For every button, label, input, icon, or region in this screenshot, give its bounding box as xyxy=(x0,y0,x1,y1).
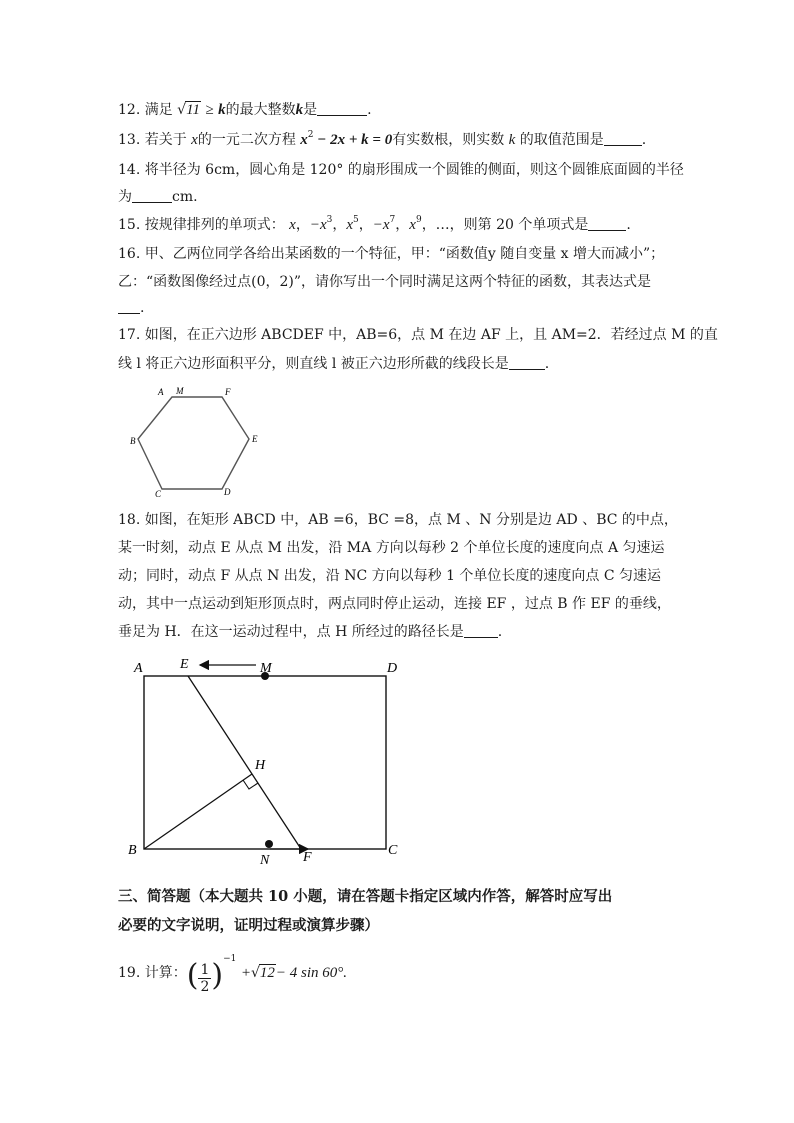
question-14-line1: 14. 将半径为 6cm，圆心角是 120° 的扇形围成一个圆锥的侧面，则这个圆锥底面圆的半径 xyxy=(118,162,684,178)
rectangle-figure xyxy=(118,652,418,872)
question-18-line3: 动；同时，动点 F 从点 N 出发，沿 NC 方向以每秒 1 个单位长度的速度向点 C 匀速运 xyxy=(118,568,662,584)
question-18-line2: 某一时刻，动点 E 从点 M 出发，沿 MA 方向以每秒 2 个单位长度的速度向点 A 匀速运 xyxy=(118,540,665,556)
point-n xyxy=(265,840,273,848)
hexagon-shape xyxy=(138,397,249,489)
question-17-line1: 17. 如图，在正六边形 ABCDEF 中，AB=6，点 M 在边 AF 上，且 AM=2．若经过点 M 的直 xyxy=(118,327,718,343)
label-D: D xyxy=(387,661,398,676)
answer-blank-13[interactable] xyxy=(604,131,642,146)
question-15: 15. 按规律排列的单项式： x，$-x^3$，$x^5$，$-x^7$，$x^9$，…，则第 20 个单项式是 . xyxy=(118,215,631,233)
answer-blank-12[interactable] xyxy=(317,101,367,116)
label-M: M xyxy=(260,661,272,676)
label-C: C xyxy=(388,843,398,858)
label-B: B xyxy=(130,436,136,446)
question-17-line2: 线 l 将正六边形面积平分，则直线 l 被正六边形所截的线段长是 . xyxy=(118,356,550,372)
right-angle-mark xyxy=(243,780,258,789)
question-16-line3: . xyxy=(118,298,144,318)
label-F: F xyxy=(303,850,312,865)
question-18-line5: 垂足为 H．在这一运动过程中，点 H 所经过的路径长是 . xyxy=(118,624,503,640)
label-M: M xyxy=(176,386,184,396)
question-16-line1: 16. 甲、乙两位同学各给出某函数的一个特征，甲：“函数值y 随自变量 x 增大而减小”； xyxy=(118,246,665,262)
label-A: A xyxy=(158,387,164,397)
question-13: 13. 若关于 x的一元二次方程 $x^2 - 2x + k = 0$有实数根，则实数 k 的取值范围是 . xyxy=(118,130,647,148)
label-A: A xyxy=(134,661,143,676)
label-E: E xyxy=(180,657,189,672)
fraction-one-half: $\frac{1}{2}$ xyxy=(200,962,210,995)
question-18-line1: 18. 如图，在矩形 ABCD 中，AB =6，BC =8，点 M 、N 分别是边 AD 、BC 的中点， xyxy=(118,512,678,528)
label-B: B xyxy=(128,843,137,858)
section-3-heading-line2: 必要的文字说明，证明过程或演算步骤） xyxy=(118,917,379,934)
label-C: C xyxy=(155,489,162,499)
question-12: 12. 满足 √11 ≥ k的最大整数k是 . xyxy=(118,102,372,118)
segment-ef xyxy=(188,676,301,849)
label-E: E xyxy=(252,434,258,444)
answer-blank-16[interactable] xyxy=(118,299,140,314)
question-14-line2: 为 cm. xyxy=(118,189,198,205)
hexagon-figure xyxy=(118,378,278,500)
answer-blank-17[interactable] xyxy=(509,355,545,370)
label-N: N xyxy=(260,853,270,868)
answer-blank-14[interactable] xyxy=(132,188,172,203)
label-F: F xyxy=(225,387,231,397)
section-3-heading-line1: 三、简答题（本大题共 10 小题，请在答题卡指定区域内作答，解答时应写出 xyxy=(118,888,613,905)
question-16-line2: 乙：“函数图像经过点(0，2)”，请你写出一个同时满足这两个特征的函数，其表达式是 xyxy=(118,274,652,290)
label-D: D xyxy=(224,487,231,497)
segment-bh xyxy=(144,774,252,849)
question-18-line4: 动，其中一点运动到矩形顶点时，两点同时停止运动，连接 EF ，过点 B 作 EF 的垂线， xyxy=(118,596,671,612)
answer-blank-15[interactable] xyxy=(588,216,626,231)
question-19: 19. 计算：( $\frac{1}{2})^{-1} +√12- 4$ sin 60°. xyxy=(118,954,347,995)
label-H: H xyxy=(255,758,266,773)
answer-blank-18[interactable] xyxy=(464,623,498,638)
